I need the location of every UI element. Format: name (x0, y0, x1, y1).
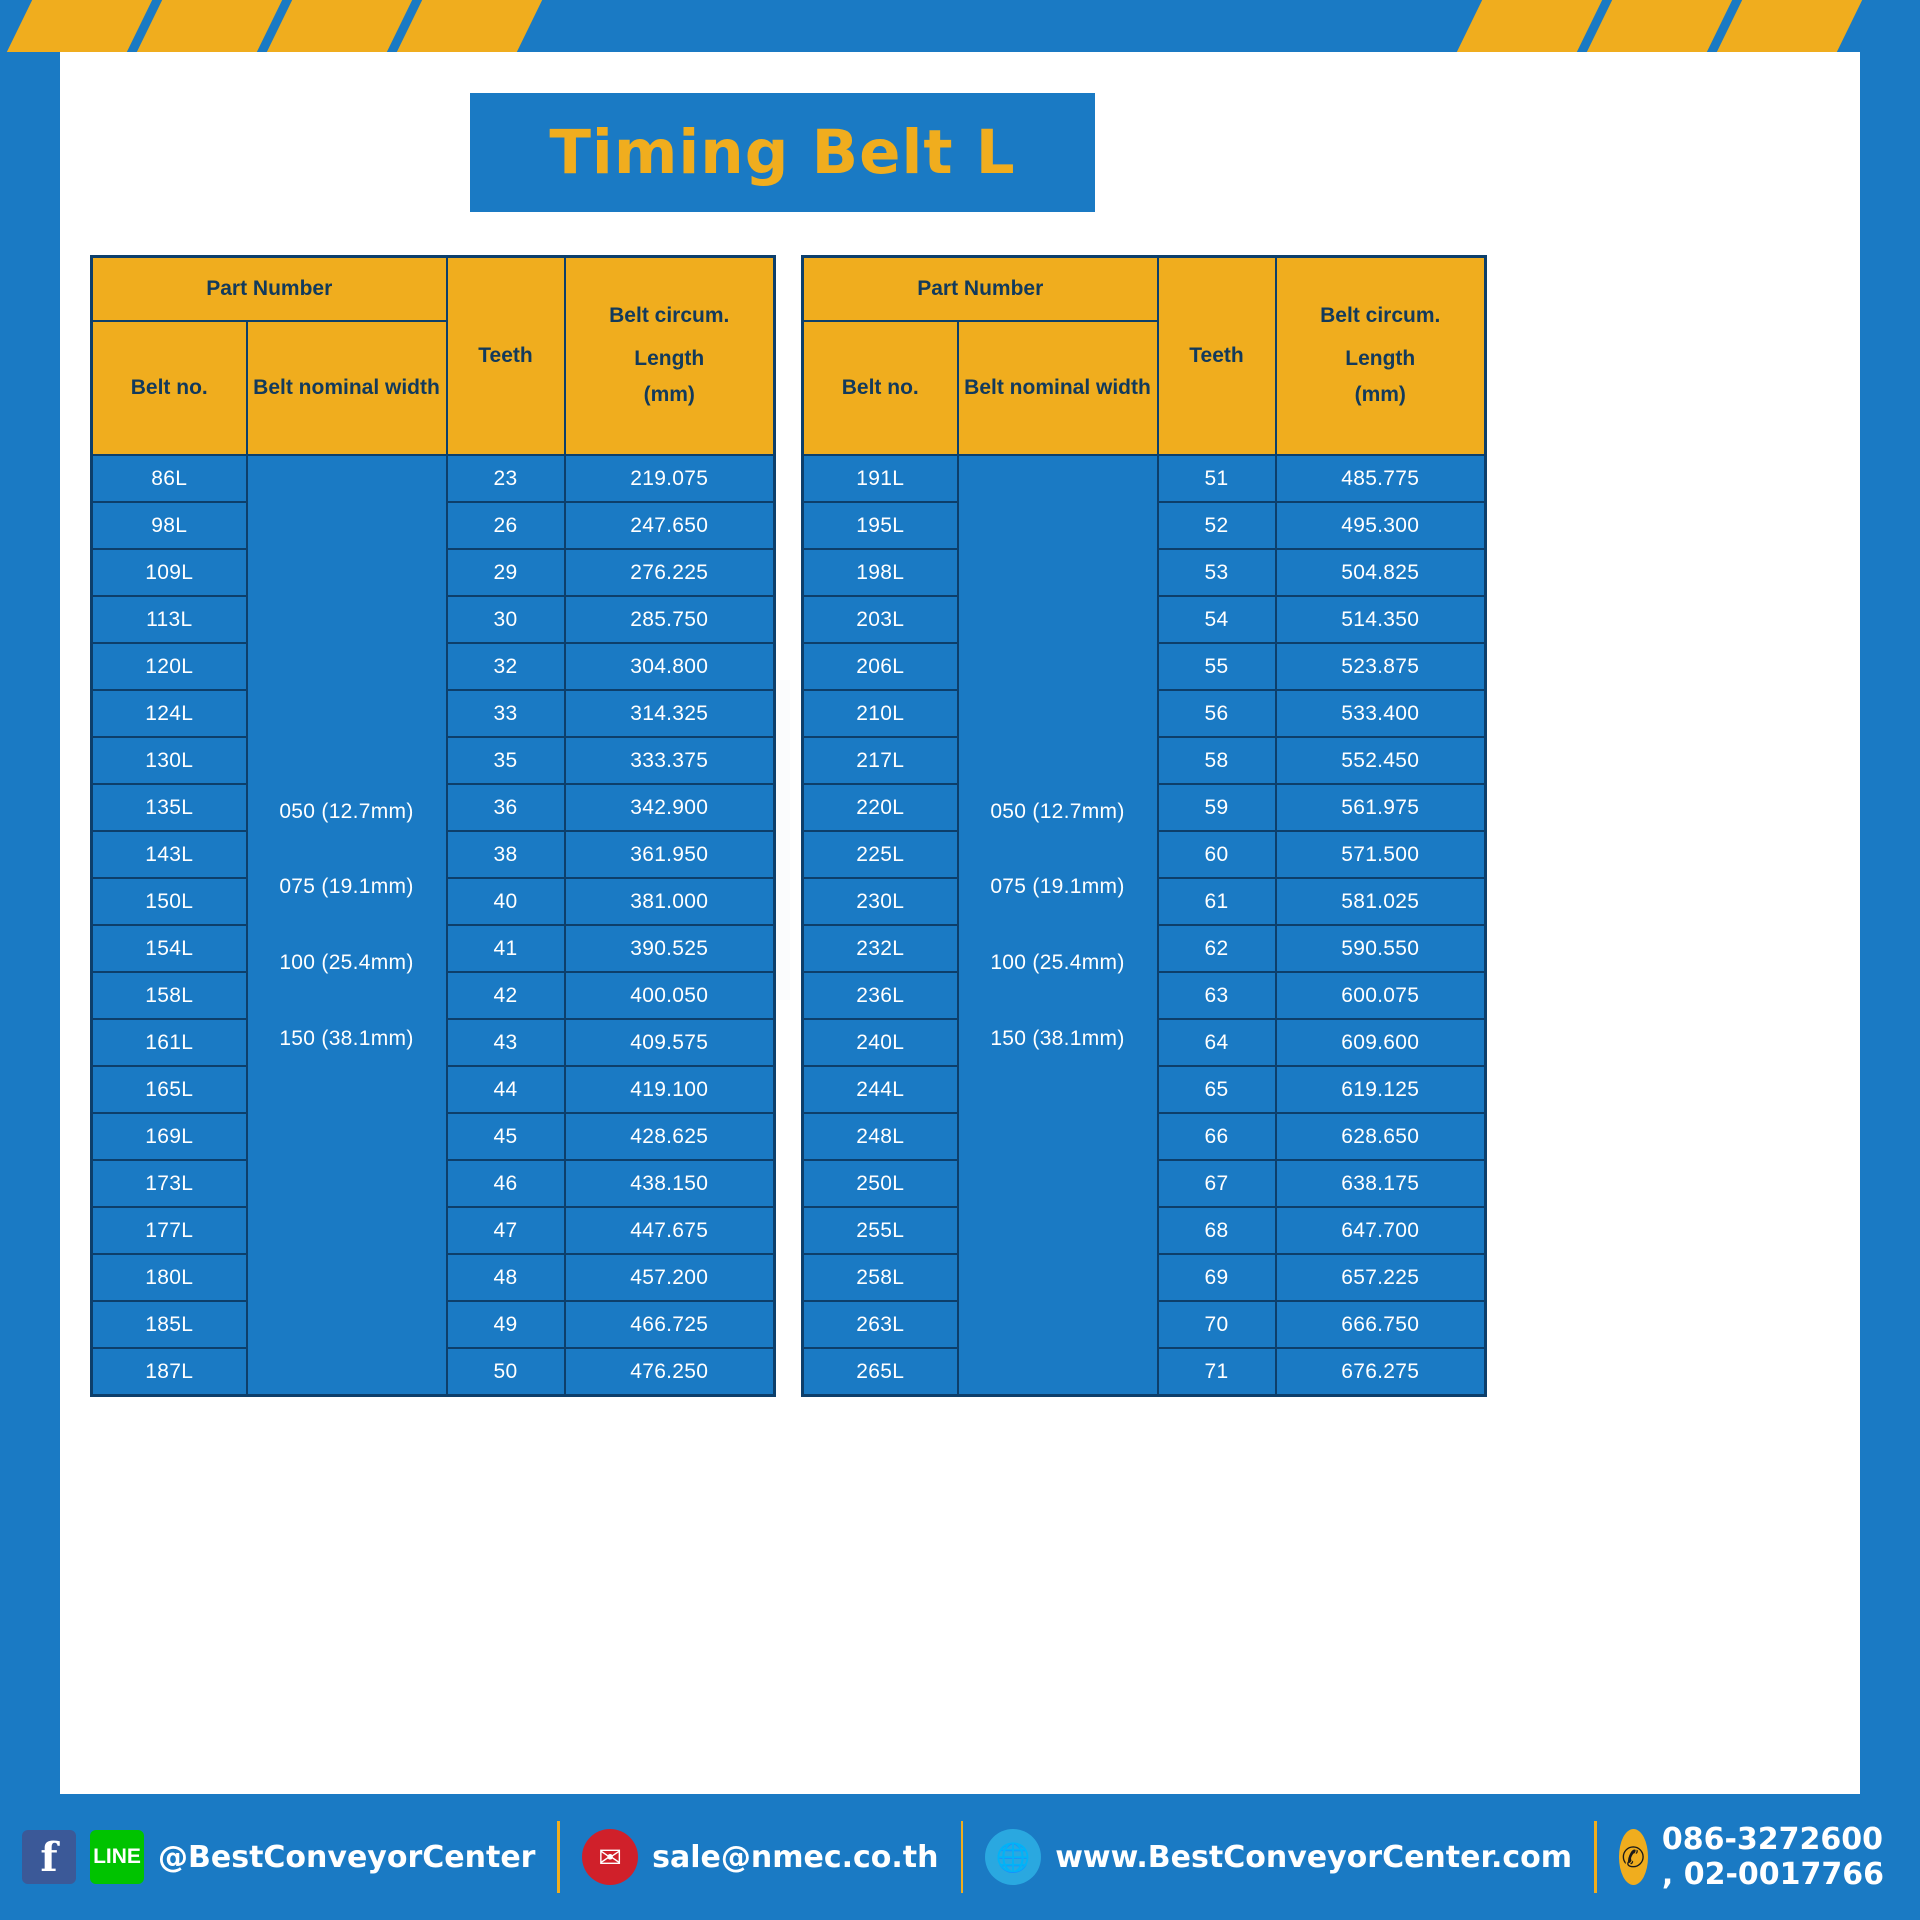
cell-length: 638.175 (1276, 1160, 1486, 1207)
cell-belt-no: 191L (803, 455, 958, 502)
cell-teeth: 53 (1158, 549, 1276, 596)
header-teeth: Teeth (447, 257, 565, 456)
cell-belt-no: 130L (92, 737, 247, 784)
cell-length: 523.875 (1276, 643, 1486, 690)
timing-belt-table-right (801, 255, 1487, 1397)
cell-length: 504.825 (1276, 549, 1486, 596)
cell-teeth: 52 (1158, 502, 1276, 549)
width-option: 100 (25.4mm) (990, 951, 1125, 974)
cell-belt-no: 236L (803, 972, 958, 1019)
chevron-shape (1455, 0, 1605, 52)
cell-length: 666.750 (1276, 1301, 1486, 1348)
cell-belt-no: 185L (92, 1301, 247, 1348)
cell-length: 219.075 (565, 455, 775, 502)
header-belt-no: Belt no. (803, 321, 958, 455)
cell-length: 361.950 (565, 831, 775, 878)
cell-belt-no: 109L (92, 549, 247, 596)
facebook-icon[interactable]: f (22, 1830, 76, 1884)
line-icon-label: LINE (93, 1845, 141, 1868)
header-belt-circum: Belt circum. (1320, 304, 1441, 328)
cell-length: 609.600 (1276, 1019, 1486, 1066)
cell-length: 590.550 (1276, 925, 1486, 972)
cell-teeth: 69 (1158, 1254, 1276, 1301)
cell-belt-no: 177L (92, 1207, 247, 1254)
cell-length: 314.325 (565, 690, 775, 737)
header-belt-circum: Belt circum. (609, 304, 730, 328)
header-teeth: Teeth (1158, 257, 1276, 456)
cell-belt-no: 230L (803, 878, 958, 925)
cell-belt-no: 248L (803, 1113, 958, 1160)
cell-belt-no: 258L (803, 1254, 958, 1301)
cell-teeth: 63 (1158, 972, 1276, 1019)
cell-belt-no: 120L (92, 643, 247, 690)
chevron-shape (5, 0, 155, 52)
cell-belt-no: 265L (803, 1348, 958, 1396)
cell-teeth: 44 (447, 1066, 565, 1113)
cell-teeth: 62 (1158, 925, 1276, 972)
cell-belt-no: 135L (92, 784, 247, 831)
header-belt-nominal-width: Belt nominal width (958, 321, 1158, 455)
cell-length: 457.200 (565, 1254, 775, 1301)
cell-belt-no: 180L (92, 1254, 247, 1301)
chevron-shape (1715, 0, 1865, 52)
cell-teeth: 46 (447, 1160, 565, 1207)
chevron-shape (135, 0, 285, 52)
cell-belt-no: 124L (92, 690, 247, 737)
cell-belt-no: 220L (803, 784, 958, 831)
cell-length: 476.250 (565, 1348, 775, 1396)
cell-teeth: 33 (447, 690, 565, 737)
globe-icon[interactable]: 🌐 (985, 1829, 1041, 1885)
email-text[interactable]: sale@nmec.co.th (652, 1839, 939, 1875)
phone-icon[interactable]: ✆ (1619, 1829, 1648, 1885)
cell-belt-no: 244L (803, 1066, 958, 1113)
header-length: Length (634, 346, 705, 370)
cell-length: 342.900 (565, 784, 775, 831)
cell-belt-no: 210L (803, 690, 958, 737)
cell-teeth: 40 (447, 878, 565, 925)
cell-belt-nominal-width (958, 455, 1158, 1396)
cell-teeth: 50 (447, 1348, 565, 1396)
cell-belt-no: 232L (803, 925, 958, 972)
cell-length: 409.575 (565, 1019, 775, 1066)
cell-belt-nominal-width (247, 455, 447, 1396)
cell-length: 600.075 (1276, 972, 1486, 1019)
cell-teeth: 35 (447, 737, 565, 784)
cell-length: 619.125 (1276, 1066, 1486, 1113)
cell-length: 381.000 (565, 878, 775, 925)
cell-teeth: 41 (447, 925, 565, 972)
phone-text[interactable]: 086-3272600 , 02-0017766 (1661, 1822, 1885, 1892)
cell-teeth: 66 (1158, 1113, 1276, 1160)
width-option: 150 (38.1mm) (279, 1026, 414, 1050)
cell-belt-no: 165L (92, 1066, 247, 1113)
cell-teeth: 38 (447, 831, 565, 878)
cell-belt-no: 206L (803, 643, 958, 690)
footer-contact-bar (0, 1794, 1920, 1920)
cell-length: 390.525 (565, 925, 775, 972)
header-length: Length (1345, 346, 1416, 370)
cell-teeth: 49 (447, 1301, 565, 1348)
email-icon[interactable]: ✉ (582, 1829, 638, 1885)
cell-length: 514.350 (1276, 596, 1486, 643)
cell-belt-no: 225L (803, 831, 958, 878)
cell-length: 571.500 (1276, 831, 1486, 878)
cell-teeth: 58 (1158, 737, 1276, 784)
cell-length: 647.700 (1276, 1207, 1486, 1254)
cell-length: 333.375 (565, 737, 775, 784)
cell-belt-no: 250L (803, 1160, 958, 1207)
website-text[interactable]: www.BestConveyorCenter.com (1055, 1839, 1573, 1875)
cell-length: 438.150 (565, 1160, 775, 1207)
cell-belt-no: 86L (92, 455, 247, 502)
cell-teeth: 67 (1158, 1160, 1276, 1207)
footer-phone-group (1597, 1822, 1920, 1892)
table-body-right (803, 455, 1486, 1396)
cell-teeth: 26 (447, 502, 565, 549)
cell-belt-no: 203L (803, 596, 958, 643)
header-belt-circum-length (1276, 257, 1486, 456)
cell-teeth: 70 (1158, 1301, 1276, 1348)
width-option: 075 (19.1mm) (279, 875, 414, 899)
cell-teeth: 65 (1158, 1066, 1276, 1113)
width-option: 075 (19.1mm) (990, 875, 1125, 899)
cell-length: 276.225 (565, 549, 775, 596)
cell-teeth: 59 (1158, 784, 1276, 831)
cell-teeth: 45 (447, 1113, 565, 1160)
cell-length: 285.750 (565, 596, 775, 643)
cell-belt-no: 161L (92, 1019, 247, 1066)
cell-length: 676.275 (1276, 1348, 1486, 1396)
cell-length: 447.675 (565, 1207, 775, 1254)
cell-belt-no: 240L (803, 1019, 958, 1066)
timing-belt-table-left (90, 255, 776, 1397)
cell-teeth: 42 (447, 972, 565, 1019)
cell-belt-no: 113L (92, 596, 247, 643)
cell-belt-no: 173L (92, 1160, 247, 1207)
cell-belt-no: 263L (803, 1301, 958, 1348)
cell-belt-no: 255L (803, 1207, 958, 1254)
cell-teeth: 32 (447, 643, 565, 690)
cell-teeth: 30 (447, 596, 565, 643)
table-body-left (92, 455, 775, 1396)
chevron-shape (395, 0, 545, 52)
line-icon[interactable] (90, 1830, 144, 1884)
cell-teeth: 56 (1158, 690, 1276, 737)
cell-teeth: 29 (447, 549, 565, 596)
timing-belt-tables (90, 255, 1480, 1397)
width-option: 050 (12.7mm) (990, 799, 1125, 823)
cell-length: 247.650 (565, 502, 775, 549)
cell-teeth: 61 (1158, 878, 1276, 925)
width-option: 050 (12.7mm) (279, 799, 414, 823)
cell-teeth: 60 (1158, 831, 1276, 878)
cell-length: 495.300 (1276, 502, 1486, 549)
cell-teeth: 68 (1158, 1207, 1276, 1254)
cell-length: 304.800 (565, 643, 775, 690)
footer-website-group (963, 1829, 1594, 1885)
page-title-text: Timing Belt L (549, 117, 1016, 188)
cell-belt-no: 158L (92, 972, 247, 1019)
cell-belt-no: 198L (803, 549, 958, 596)
footer-social-group (0, 1830, 557, 1884)
cell-teeth: 71 (1158, 1348, 1276, 1396)
header-belt-nominal-width: Belt nominal width (247, 321, 447, 455)
header-part-number: Part Number (92, 257, 447, 322)
top-chevron-decoration (0, 0, 1920, 52)
cell-teeth: 23 (447, 455, 565, 502)
cell-length: 561.975 (1276, 784, 1486, 831)
cell-teeth: 43 (447, 1019, 565, 1066)
header-part-number: Part Number (803, 257, 1158, 322)
table-row (92, 455, 775, 502)
cell-length: 628.650 (1276, 1113, 1486, 1160)
cell-length: 485.775 (1276, 455, 1486, 502)
width-option: 100 (25.4mm) (279, 951, 414, 974)
cell-length: 419.100 (565, 1066, 775, 1113)
table-row (803, 455, 1486, 502)
page-title (470, 93, 1095, 212)
header-belt-circum-length (565, 257, 775, 456)
header-belt-no: Belt no. (92, 321, 247, 455)
footer-email-group (560, 1829, 960, 1885)
cell-teeth: 51 (1158, 455, 1276, 502)
cell-length: 552.450 (1276, 737, 1486, 784)
cell-length: 428.625 (565, 1113, 775, 1160)
cell-belt-no: 143L (92, 831, 247, 878)
header-mm: (mm) (643, 383, 695, 407)
cell-belt-no: 169L (92, 1113, 247, 1160)
chevron-shape (1585, 0, 1735, 52)
cell-length: 657.225 (1276, 1254, 1486, 1301)
cell-belt-no: 195L (803, 502, 958, 549)
cell-belt-no: 187L (92, 1348, 247, 1396)
cell-teeth: 55 (1158, 643, 1276, 690)
cell-length: 400.050 (565, 972, 775, 1019)
header-mm: (mm) (1354, 383, 1406, 407)
facebook-handle[interactable]: @BestConveyorCenter (158, 1839, 536, 1875)
cell-length: 581.025 (1276, 878, 1486, 925)
cell-teeth: 48 (447, 1254, 565, 1301)
chevron-shape (265, 0, 415, 52)
cell-belt-no: 98L (92, 502, 247, 549)
cell-belt-no: 154L (92, 925, 247, 972)
width-option: 150 (38.1mm) (990, 1026, 1125, 1050)
cell-length: 466.725 (565, 1301, 775, 1348)
cell-belt-no: 150L (92, 878, 247, 925)
cell-belt-no: 217L (803, 737, 958, 784)
cell-teeth: 64 (1158, 1019, 1276, 1066)
cell-teeth: 47 (447, 1207, 565, 1254)
cell-teeth: 36 (447, 784, 565, 831)
cell-length: 533.400 (1276, 690, 1486, 737)
cell-teeth: 54 (1158, 596, 1276, 643)
